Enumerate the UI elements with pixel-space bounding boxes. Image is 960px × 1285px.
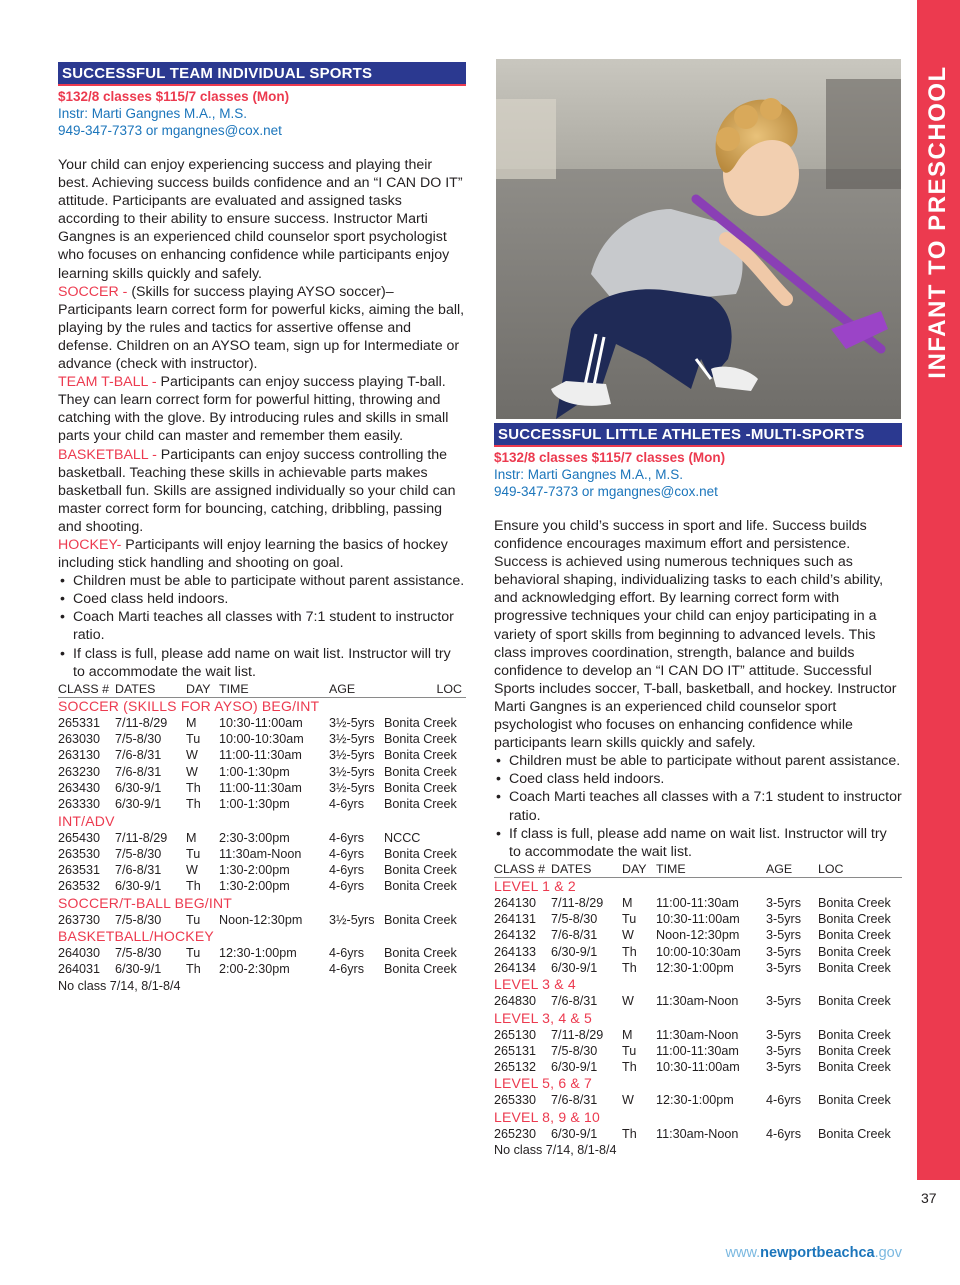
cell-dates: 7/11-8/29 bbox=[115, 715, 168, 730]
cell-dates: 6/30-9/1 bbox=[551, 960, 598, 975]
cell-class: 264132 bbox=[494, 928, 537, 943]
cell-day: Th bbox=[622, 1060, 637, 1075]
cell-age: 3-5yrs bbox=[766, 960, 801, 975]
right-column bbox=[494, 423, 902, 1158]
cell-loc: Bonita Creek bbox=[384, 912, 457, 927]
schedule-row bbox=[494, 1126, 902, 1142]
cell-class: 265430 bbox=[58, 830, 101, 845]
schedule-row bbox=[58, 878, 466, 894]
col-time: TIME bbox=[656, 861, 686, 876]
cell-class: 263530 bbox=[58, 846, 101, 861]
cell-loc: NCCC bbox=[384, 830, 421, 845]
schedule-row bbox=[58, 912, 466, 928]
cell-loc: Bonita Creek bbox=[384, 764, 457, 779]
cell-day: W bbox=[622, 1093, 634, 1108]
cell-class: 264830 bbox=[494, 994, 537, 1009]
cell-age: 3½-5yrs bbox=[329, 732, 375, 747]
cell-dates: 7/5-8/30 bbox=[115, 912, 162, 927]
schedule-row bbox=[494, 1059, 902, 1075]
schedule-table bbox=[58, 698, 466, 978]
cell-dates: 7/11-8/29 bbox=[551, 895, 604, 910]
website-url[interactable] bbox=[726, 1245, 903, 1261]
schedule-row bbox=[58, 830, 466, 846]
cell-day: W bbox=[622, 928, 634, 943]
cell-loc: Bonita Creek bbox=[818, 928, 891, 943]
cell-age: 3-5yrs bbox=[766, 1027, 801, 1042]
cell-class: 265230 bbox=[494, 1126, 537, 1141]
cell-loc: Bonita Creek bbox=[818, 994, 891, 1009]
schedule-note: No class 7/14, 8/1-8/4 bbox=[58, 978, 181, 993]
cell-day: Th bbox=[622, 1126, 637, 1141]
team-sports-contact: 949-347-7373 or mgangnes@cox.net bbox=[58, 123, 282, 138]
little-athletes-intro: Ensure you child’s success in sport and life. Success builds confidence encourages maximum effort and persistence. Success is achieved using numerous techniques such as behavioral shaping, individualizing tasks to each child’s ability, and acknowledging effort. By learning correct form with progressive techniques your child can enjoy participating in a variety of sport skills from beginning to advanced levels. This class improves coordination, strength, balance and builds confidence to develop an “I CAN DO IT” attitude. Successful Sports includes soccer, T-ball, basketball, and hockey. Instructor Marti Gangnes is an experienced child counselor sport psychologist who focuses on enhancing confidence while participants learn skills quickly and safely. bbox=[494, 518, 897, 752]
cell-age: 4-6yrs bbox=[329, 846, 364, 861]
schedule-row bbox=[494, 1092, 902, 1108]
cell-dates: 7/6-8/31 bbox=[115, 748, 162, 763]
cell-day: Th bbox=[622, 944, 637, 959]
schedule-row bbox=[58, 780, 466, 796]
cell-time: 2:00-2:30pm bbox=[219, 962, 290, 977]
cell-time: Noon-12:30pm bbox=[219, 912, 303, 927]
cell-age: 3-5yrs bbox=[766, 944, 801, 959]
cell-day: W bbox=[186, 764, 198, 779]
schedule-row bbox=[58, 764, 466, 780]
cell-loc: Bonita Creek bbox=[384, 863, 457, 878]
cell-time: 11:00-11:30am bbox=[219, 748, 302, 763]
schedule-note: No class 7/14, 8/1-8/4 bbox=[494, 1143, 617, 1158]
cell-loc: Bonita Creek bbox=[818, 1093, 891, 1108]
schedule-header bbox=[494, 862, 902, 878]
cell-class: 264133 bbox=[494, 944, 537, 959]
cell-day: Tu bbox=[622, 912, 637, 927]
cell-dates: 7/6-8/31 bbox=[115, 764, 162, 779]
schedule-row bbox=[58, 796, 466, 812]
cell-time: 2:30-3:00pm bbox=[219, 830, 290, 845]
schedule-group-title: SOCCER/T-BALL BEG/INT bbox=[58, 894, 233, 911]
cell-loc: Bonita Creek bbox=[384, 879, 457, 894]
url-prefix: www. bbox=[725, 1245, 761, 1261]
schedule-row bbox=[58, 747, 466, 763]
schedule-row bbox=[58, 961, 466, 977]
soccer-text: (Skills for success playing AYSO soccer)– Participants learn correct form for powerful kicks, aiming the ball, playing by the rules and tactics for assertive offense and defense. Children on an AYSO team, sign up for Intermediate or advance (check with instructor). bbox=[58, 283, 465, 373]
cell-loc: Bonita Creek bbox=[384, 748, 457, 763]
col-day: DAY bbox=[622, 861, 647, 876]
cell-day: W bbox=[186, 863, 198, 878]
cell-class: 263030 bbox=[58, 732, 101, 747]
cell-day: W bbox=[186, 748, 198, 763]
cell-loc: Bonita Creek bbox=[818, 1126, 891, 1141]
col-loc: LOC bbox=[818, 861, 844, 876]
cell-age: 3½-5yrs bbox=[329, 764, 375, 779]
team-sports-price: $132/8 classes $115/7 classes (Mon) bbox=[58, 89, 290, 104]
cell-time: 11:00-11:30am bbox=[656, 895, 739, 910]
schedule-group-title: INT/ADV bbox=[58, 812, 115, 829]
little-athletes-instructor: Instr: Marti Gangnes M.A., M.S. bbox=[494, 467, 684, 482]
cell-time: 11:30am-Noon bbox=[219, 846, 302, 861]
tball-label: TEAM T-BALL - bbox=[58, 374, 161, 391]
schedule-row bbox=[58, 715, 466, 731]
cell-day: Tu bbox=[186, 732, 201, 747]
schedule-group-title: LEVEL 5, 6 & 7 bbox=[494, 1075, 593, 1092]
little-athletes-bullets bbox=[494, 752, 902, 861]
cell-age: 4-6yrs bbox=[329, 797, 364, 812]
schedule-group-title: BASKETBALL/HOCKEY bbox=[58, 927, 214, 944]
cell-day: Tu bbox=[186, 912, 201, 927]
page-number: 37 bbox=[921, 1190, 937, 1206]
cell-loc: Bonita Creek bbox=[384, 780, 457, 795]
tball-text: Participants can enjoy success playing T-ball. They can learn correct form for powerful hitting, throwing and catching with the glove. By introducing rules and skills in small parts your child can master and remember them easily. bbox=[58, 374, 449, 445]
basketball-paragraph bbox=[58, 446, 466, 536]
schedule-row bbox=[58, 731, 466, 747]
cell-loc: Bonita Creek bbox=[384, 945, 457, 960]
col-age: AGE bbox=[766, 861, 793, 876]
basketball-label: BASKETBALL - bbox=[58, 446, 161, 463]
col-class: CLASS # bbox=[494, 861, 545, 876]
cell-time: 10:30-11:00am bbox=[219, 715, 303, 730]
cell-class: 264030 bbox=[58, 945, 101, 960]
cell-loc: Bonita Creek bbox=[384, 962, 457, 977]
bullet-item: • Coach Marti teaches all classes with a 7:1 student to instructor ratio. bbox=[494, 788, 902, 824]
cell-age: 4-6yrs bbox=[329, 879, 364, 894]
cell-dates: 6/30-9/1 bbox=[551, 944, 598, 959]
hockey-label: HOCKEY- bbox=[58, 536, 126, 553]
col-class: CLASS # bbox=[58, 681, 109, 696]
cell-age: 3½-5yrs bbox=[329, 780, 375, 795]
cell-age: 3-5yrs bbox=[766, 994, 801, 1009]
bullet-item: • Children must be able to participate without parent assistance. bbox=[494, 752, 902, 770]
cell-age: 3½-5yrs bbox=[329, 912, 375, 927]
cell-age: 4-6yrs bbox=[329, 945, 364, 960]
team-sports-intro: Your child can enjoy experiencing success and playing their best. Achieving success builds confidence and an “I CAN DO IT” attitude. Participants are evaluated and assigned tasks according to their ability to ensure success. Instructor Marti Gangnes is an experienced child counselor sport psychologist who focuses on enhancing confidence while participants enjoy learning skills quickly and safely. bbox=[58, 157, 463, 282]
schedule-table bbox=[494, 878, 902, 1142]
cell-loc: Bonita Creek bbox=[818, 944, 891, 959]
cell-age: 3-5yrs bbox=[766, 928, 801, 943]
tball-paragraph bbox=[58, 373, 466, 445]
cell-day: Th bbox=[186, 797, 201, 812]
url-domain: newportbeachca bbox=[760, 1245, 875, 1261]
little-athletes-description bbox=[494, 517, 902, 861]
cell-time: 12:30-1:00pm bbox=[656, 1093, 734, 1108]
cell-dates: 7/5-8/30 bbox=[115, 732, 162, 747]
cell-dates: 7/5-8/30 bbox=[551, 912, 598, 927]
cell-day: Th bbox=[186, 879, 201, 894]
cell-class: 264130 bbox=[494, 895, 537, 910]
cell-class: 263130 bbox=[58, 748, 101, 763]
schedule-header bbox=[58, 682, 466, 698]
cell-day: M bbox=[622, 895, 633, 910]
col-day: DAY bbox=[186, 681, 211, 696]
cell-time: 11:30am-Noon bbox=[656, 994, 739, 1009]
cell-class: 263531 bbox=[58, 863, 101, 878]
cell-class: 263532 bbox=[58, 879, 101, 894]
cell-class: 264131 bbox=[494, 912, 537, 927]
cell-age: 3-5yrs bbox=[766, 895, 801, 910]
cell-loc: Bonita Creek bbox=[818, 1060, 891, 1075]
cell-dates: 6/30-9/1 bbox=[115, 879, 162, 894]
cell-class: 265131 bbox=[494, 1043, 537, 1058]
cell-loc: Bonita Creek bbox=[384, 846, 457, 861]
cell-age: 4-6yrs bbox=[766, 1093, 801, 1108]
cell-dates: 7/6-8/31 bbox=[551, 1093, 598, 1108]
schedule-row bbox=[494, 1027, 902, 1043]
cell-age: 3½-5yrs bbox=[329, 715, 375, 730]
cell-age: 3-5yrs bbox=[766, 1043, 801, 1058]
bullet-item: • Coach Marti teaches all classes with 7:1 student to instructor ratio. bbox=[58, 608, 466, 644]
cell-dates: 7/6-8/31 bbox=[551, 928, 598, 943]
cell-dates: 7/5-8/30 bbox=[551, 1043, 598, 1058]
cell-class: 263230 bbox=[58, 764, 101, 779]
bullet-item: • If class is full, please add name on wait list. Instructor will try to accommodate the wait list. bbox=[494, 825, 902, 861]
schedule-group-title: LEVEL 8, 9 & 10 bbox=[494, 1108, 600, 1125]
child-hockey-photo bbox=[496, 59, 901, 419]
col-age: AGE bbox=[329, 681, 356, 696]
cell-day: W bbox=[622, 994, 634, 1009]
photo-illustration bbox=[496, 59, 901, 419]
cell-time: 12:30-1:00pm bbox=[219, 945, 297, 960]
team-sports-instructor: Instr: Marti Gangnes M.A., M.S. bbox=[58, 106, 248, 121]
schedule-row bbox=[494, 927, 902, 943]
cell-time: 11:00-11:30am bbox=[219, 780, 302, 795]
cell-class: 263330 bbox=[58, 797, 101, 812]
cell-dates: 7/5-8/30 bbox=[115, 846, 162, 861]
team-sports-header: SUCCESSFUL TEAM INDIVIDUAL SPORTS bbox=[58, 62, 466, 86]
bullet-item: • Coed class held indoors. bbox=[58, 590, 466, 608]
cell-dates: 6/30-9/1 bbox=[115, 797, 162, 812]
url-suffix: .gov bbox=[874, 1245, 902, 1261]
cell-day: Tu bbox=[186, 846, 201, 861]
cell-time: 12:30-1:00pm bbox=[656, 960, 734, 975]
cell-loc: Bonita Creek bbox=[818, 1043, 891, 1058]
cell-dates: 7/5-8/30 bbox=[115, 945, 162, 960]
cell-day: Tu bbox=[622, 1043, 637, 1058]
cell-loc: Bonita Creek bbox=[818, 895, 891, 910]
bullet-item: • Children must be able to participate without parent assistance. bbox=[58, 572, 466, 590]
cell-dates: 7/6-8/31 bbox=[551, 994, 598, 1009]
col-dates: DATES bbox=[115, 681, 156, 696]
schedule-row bbox=[58, 862, 466, 878]
cell-day: Th bbox=[186, 780, 201, 795]
schedule-group-title: SOCCER (SKILLS FOR AYSO) BEG/INT bbox=[58, 697, 320, 714]
cell-age: 4-6yrs bbox=[329, 863, 364, 878]
schedule-row bbox=[494, 911, 902, 927]
little-athletes-contact: 949-347-7373 or mgangnes@cox.net bbox=[494, 484, 718, 499]
schedule-row bbox=[494, 944, 902, 960]
cell-day: Th bbox=[186, 962, 201, 977]
hockey-paragraph bbox=[58, 536, 466, 572]
cell-class: 265331 bbox=[58, 715, 101, 730]
hockey-text: Participants will enjoy learning the basics of hockey including stick handling and shooting on goal. bbox=[58, 536, 448, 572]
cell-time: 1:30-2:00pm bbox=[219, 879, 290, 894]
cell-age: 4-6yrs bbox=[329, 962, 364, 977]
team-sports-description bbox=[58, 156, 466, 681]
schedule-row bbox=[58, 945, 466, 961]
cell-day: M bbox=[186, 715, 197, 730]
cell-time: 10:00-10:30am bbox=[219, 732, 304, 747]
cell-dates: 7/6-8/31 bbox=[115, 863, 162, 878]
schedule-row bbox=[494, 1043, 902, 1059]
little-athletes-price: $132/8 classes $115/7 classes (Mon) bbox=[494, 450, 726, 465]
cell-class: 264134 bbox=[494, 960, 537, 975]
cell-day: M bbox=[622, 1027, 633, 1042]
cell-time: 11:30am-Noon bbox=[656, 1126, 739, 1141]
cell-loc: Bonita Creek bbox=[384, 797, 457, 812]
cell-time: 11:00-11:30am bbox=[656, 1043, 739, 1058]
cell-dates: 6/30-9/1 bbox=[551, 1060, 598, 1075]
bullet-item: • If class is full, please add name on wait list. Instructor will try to accommodate the wait list. bbox=[58, 645, 466, 681]
col-loc: LOC bbox=[436, 681, 462, 696]
cell-time: 1:00-1:30pm bbox=[219, 764, 290, 779]
cell-time: Noon-12:30pm bbox=[656, 928, 740, 943]
cell-time: 10:30-11:00am bbox=[656, 912, 740, 927]
cell-loc: Bonita Creek bbox=[818, 1027, 891, 1042]
col-dates: DATES bbox=[551, 861, 592, 876]
cell-dates: 6/30-9/1 bbox=[115, 780, 162, 795]
soccer-paragraph bbox=[58, 283, 466, 373]
schedule-row bbox=[58, 846, 466, 862]
cell-loc: Bonita Creek bbox=[384, 732, 457, 747]
cell-loc: Bonita Creek bbox=[384, 715, 457, 730]
basketball-text: Participants can enjoy success controlling the basketball. Teaching these skills in achievable parts makes basketball fun. Skills are assigned individually so your child can master correct form for bouncing, catching, dribbling, passing and shooting. bbox=[58, 446, 456, 535]
cell-age: 3-5yrs bbox=[766, 1060, 801, 1075]
cell-class: 265130 bbox=[494, 1027, 537, 1042]
little-athletes-header: SUCCESSFUL LITTLE ATHLETES -MULTI-SPORTS bbox=[494, 423, 902, 447]
cell-class: 263430 bbox=[58, 780, 101, 795]
col-time: TIME bbox=[219, 681, 249, 696]
cell-day: M bbox=[186, 830, 197, 845]
cell-time: 1:00-1:30pm bbox=[219, 797, 290, 812]
cell-day: Tu bbox=[186, 945, 201, 960]
cell-dates: 7/11-8/29 bbox=[115, 830, 168, 845]
soccer-label: SOCCER - bbox=[58, 283, 132, 300]
schedule-row bbox=[494, 993, 902, 1009]
cell-age: 4-6yrs bbox=[766, 1126, 801, 1141]
cell-time: 10:00-10:30am bbox=[656, 944, 741, 959]
bullet-item: • Coed class held indoors. bbox=[494, 770, 902, 788]
cell-age: 3½-5yrs bbox=[329, 748, 375, 763]
cell-dates: 6/30-9/1 bbox=[115, 962, 162, 977]
schedule-row bbox=[494, 960, 902, 976]
cell-loc: Bonita Creek bbox=[818, 912, 891, 927]
cell-class: 265132 bbox=[494, 1060, 537, 1075]
cell-time: 11:30am-Noon bbox=[656, 1027, 739, 1042]
cell-class: 263730 bbox=[58, 912, 101, 927]
schedule-row bbox=[494, 895, 902, 911]
section-sidebar-title: INFANT TO PRESCHOOL bbox=[924, 65, 951, 379]
cell-age: 4-6yrs bbox=[329, 830, 364, 845]
cell-time: 10:30-11:00am bbox=[656, 1060, 740, 1075]
left-column bbox=[58, 62, 466, 994]
schedule-group-title: LEVEL 3 & 4 bbox=[494, 976, 576, 993]
cell-age: 3-5yrs bbox=[766, 912, 801, 927]
cell-loc: Bonita Creek bbox=[818, 960, 891, 975]
schedule-group-title: LEVEL 1 & 2 bbox=[494, 877, 576, 894]
cell-class: 265330 bbox=[494, 1093, 537, 1108]
cell-dates: 6/30-9/1 bbox=[551, 1126, 598, 1141]
cell-dates: 7/11-8/29 bbox=[551, 1027, 604, 1042]
cell-day: Th bbox=[622, 960, 637, 975]
team-sports-bullets bbox=[58, 572, 466, 681]
schedule-group-title: LEVEL 3, 4 & 5 bbox=[494, 1009, 593, 1026]
cell-class: 264031 bbox=[58, 962, 101, 977]
cell-time: 1:30-2:00pm bbox=[219, 863, 290, 878]
